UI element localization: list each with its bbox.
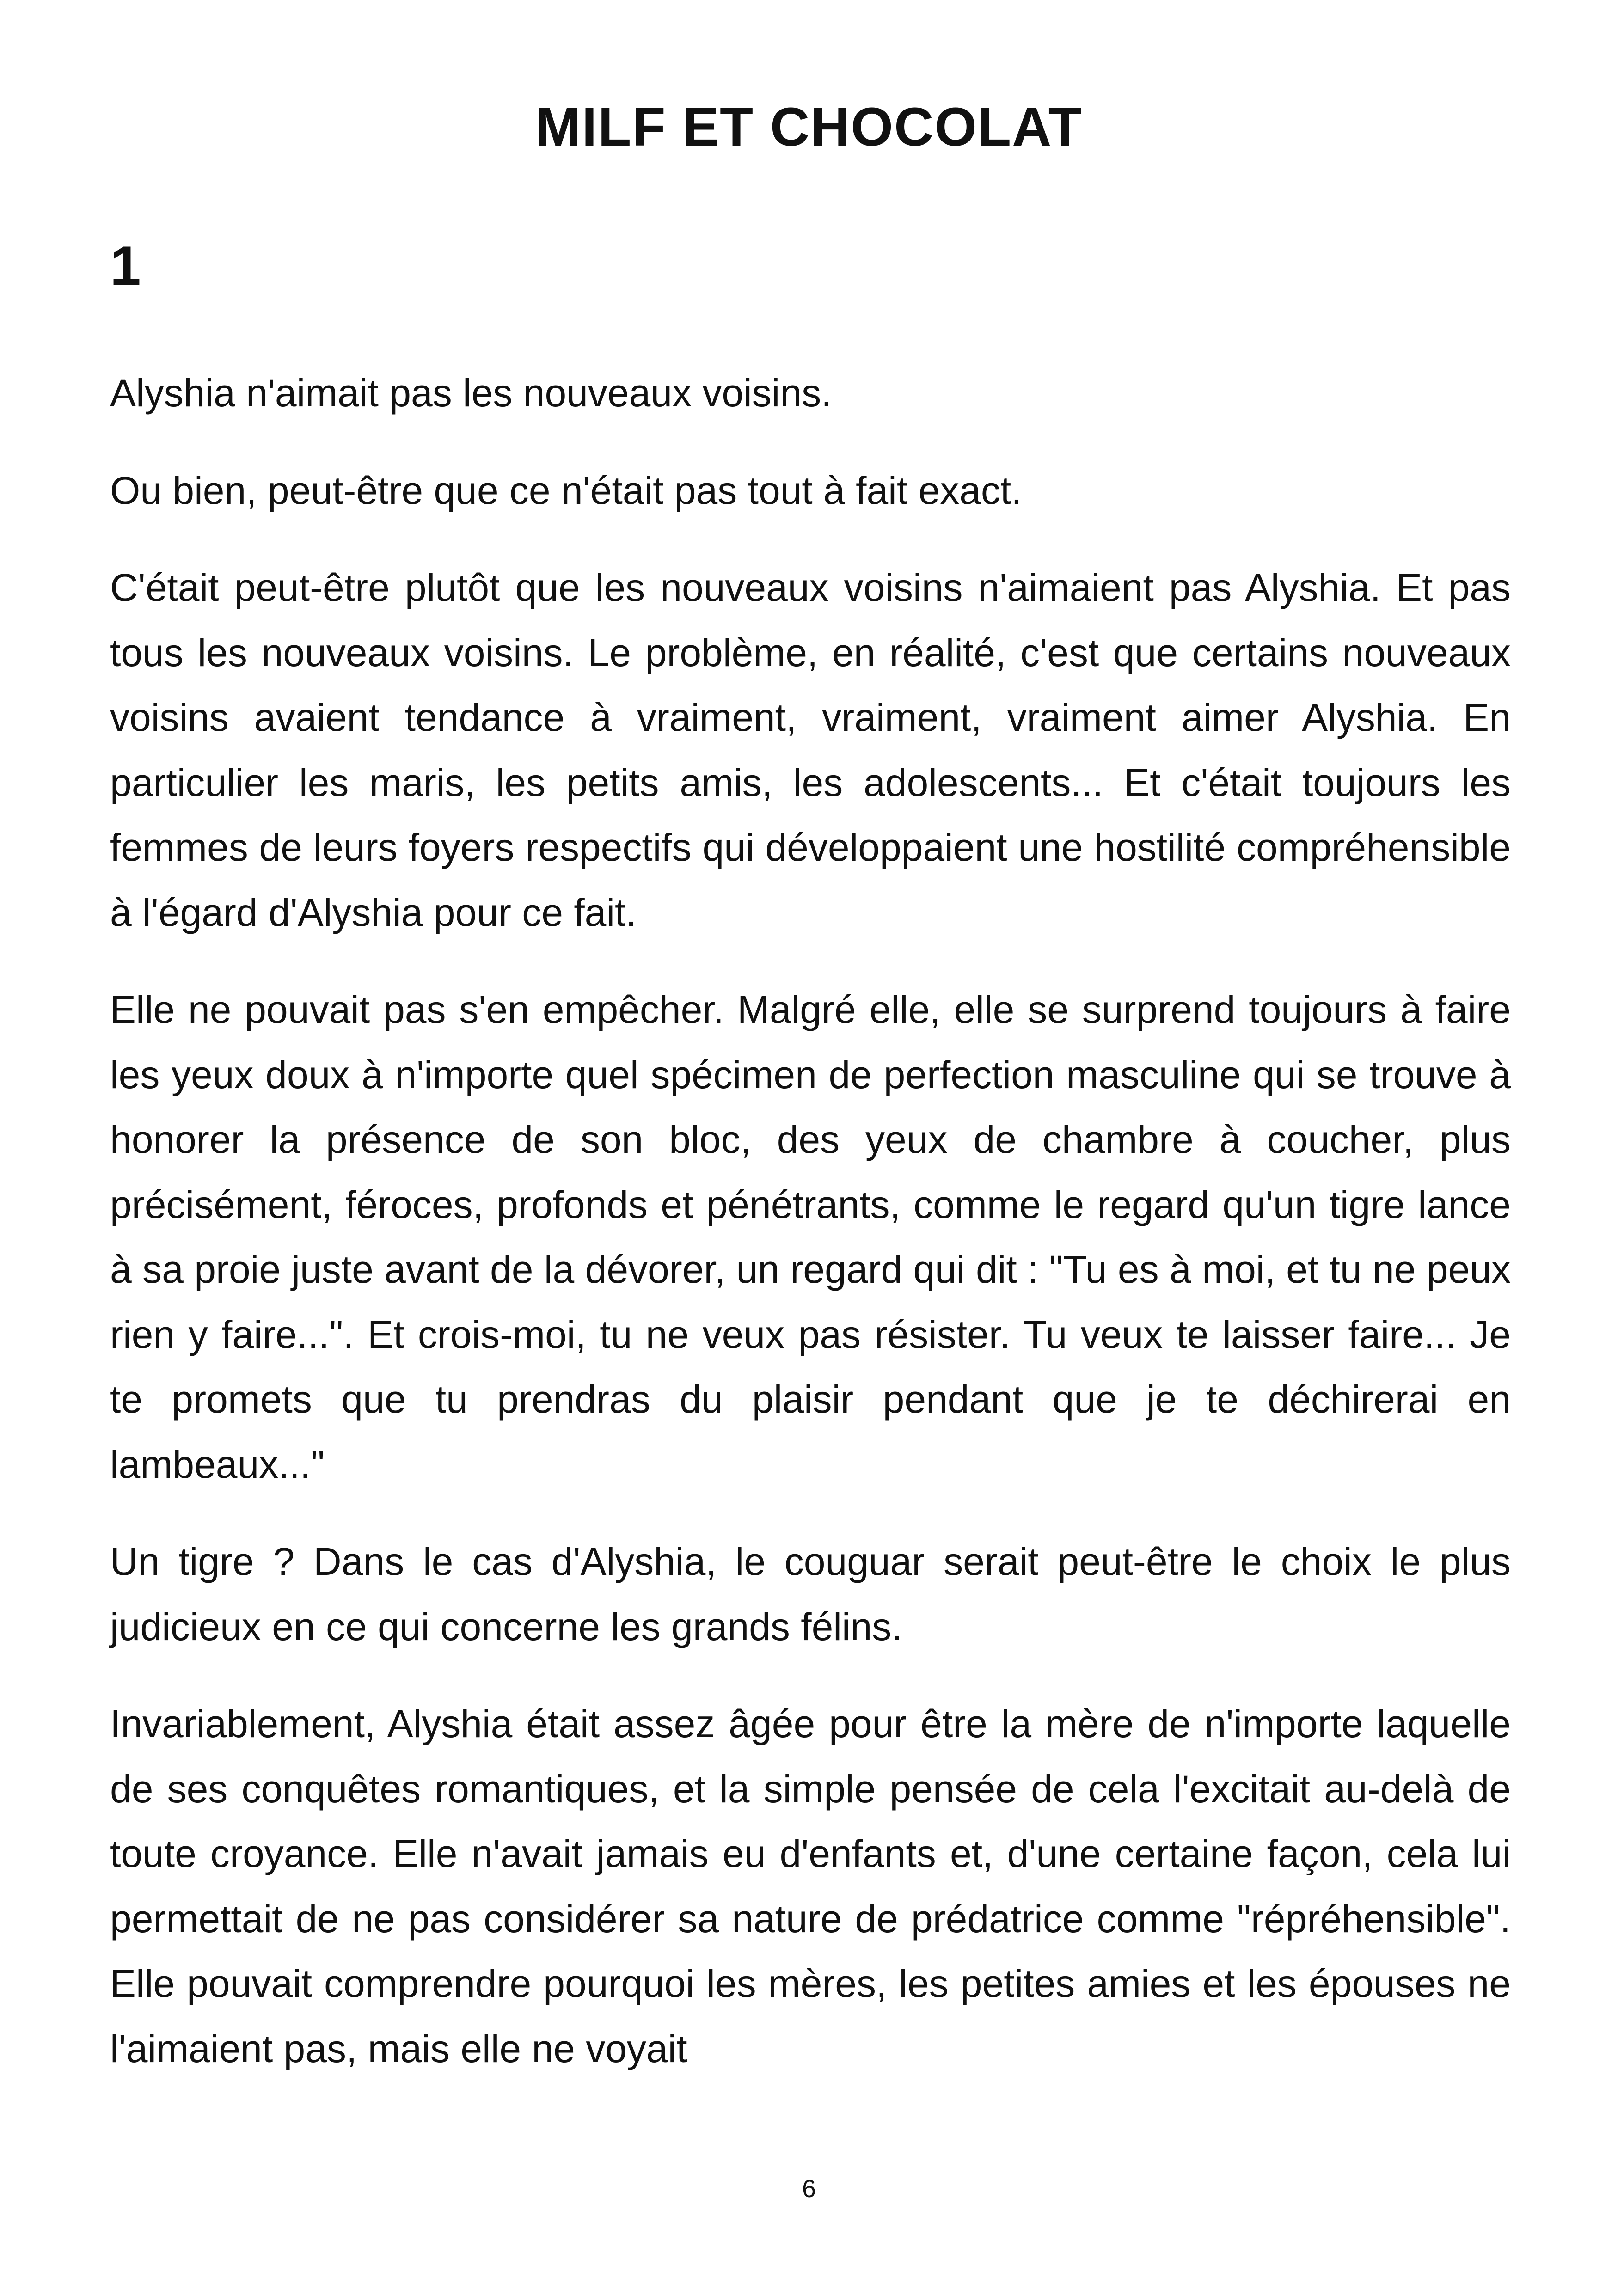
paragraph: Alyshia n'aimait pas les nouveaux voisins. [110,371,832,415]
chapter-heading: 1 [110,235,141,297]
body-text [110,361,1511,2113]
paragraph: C'était peut-être plutôt que les nouveaux voisins n'aimaient pas Alyshia. Et pas tous les nouveaux voisins. Le problème, en réalité, c'est que certains nouveaux voisins avaient tendance à vraiment, vraiment, vraiment aimer Alyshia. En particulier les maris, les petits amis, les adolescents... Et c'était toujours les femmes de leurs foyers respectifs qui développaient une hostilité compréhensible à l'égard d'Alyshia pour ce fait. [110,566,1511,934]
paragraph: Un tigre ? Dans le cas d'Alyshia, le couguar serait peut-être le choix le plus judicieux en ce qui concerne les grands félins. [110,1540,1511,1648]
paragraph: Invariablement, Alyshia était assez âgée pour être la mère de n'importe laquelle de ses conquêtes romantiques, et la simple pensée de cela l'excitait au-delà de toute croyance. Elle n'avait jamais eu d'enfants et, d'une certaine façon, cela lui permettait de ne pas considérer sa nature de prédatrice comme "répréhensible". Elle pouvait comprendre pourquoi les mères, les petites amies et les épouses ne l'aimaient pas, mais elle ne voyait [110,1702,1511,2070]
document-title: MILF ET CHOCOLAT [535,97,1083,158]
page-number: 6 [802,2175,816,2203]
paragraph: Ou bien, peut-être que ce n'était pas tout à fait exact. [110,468,1022,512]
paragraph: Elle ne pouvait pas s'en empêcher. Malgré elle, elle se surprend toujours à faire les yeux doux à n'importe quel spécimen de perfection masculine qui se trouve à honorer la présence de son bloc, des yeux de chambre à coucher, plus précisément, féroces, profonds et pénétrants, comme le regard qu'un tigre lance à sa proie juste avant de la dévorer, un regard qui dit : "Tu es à moi, et tu ne peux rien y faire...". Et crois-moi, tu ne veux pas résister. Tu veux te laisser faire... Je te promets que tu prendras du plaisir pendant que je te déchirerai en lambeaux..." [110,988,1511,1486]
